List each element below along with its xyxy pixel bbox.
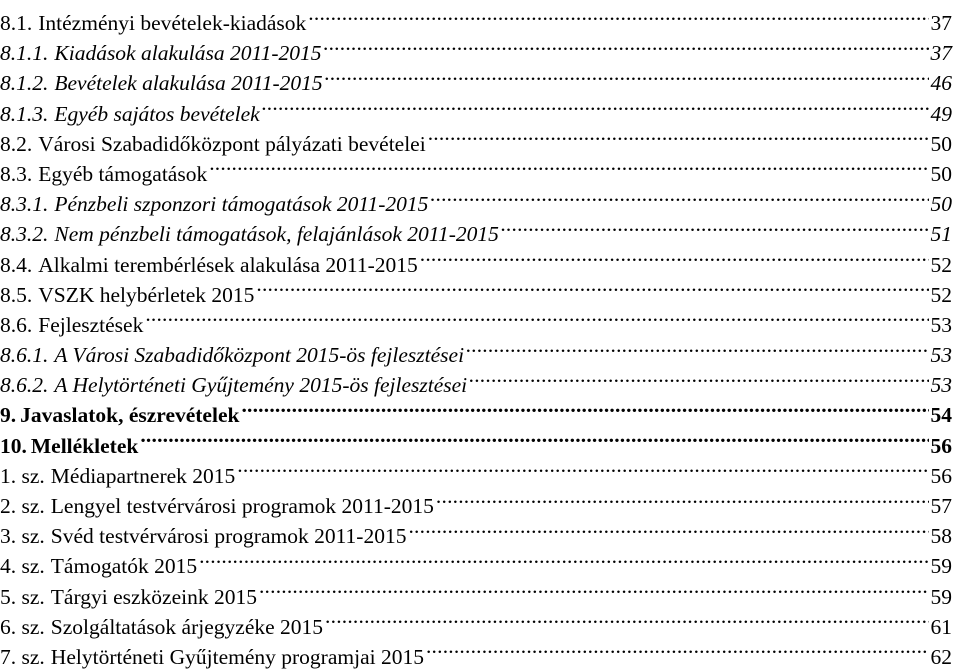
dot-leader — [241, 392, 928, 422]
toc-entry-title: Médiapartnerek 2015 — [50, 463, 236, 488]
dot-leader — [324, 30, 929, 60]
toc-entry-page: 59 — [930, 554, 952, 579]
toc-entry-title: Kiadások alakulása 2011-2015 — [54, 41, 322, 66]
toc-entry-number: 4. sz. — [0, 554, 45, 579]
toc-entry-number: 8.3.1. — [0, 192, 49, 217]
toc-entry-title: Bevételek alakulása 2011-2015 — [54, 71, 323, 96]
toc-entry-page: 49 — [930, 101, 952, 126]
toc-entry[interactable] — [0, 0, 952, 35]
dot-leader — [325, 60, 929, 90]
dot-leader — [256, 272, 928, 302]
toc-entry-page: 50 — [930, 161, 952, 186]
toc-entry-number: 3. sz. — [0, 524, 45, 549]
dot-leader — [466, 332, 928, 362]
toc-entry-page: 58 — [930, 524, 952, 549]
toc-entry-number: 5. sz. — [0, 584, 45, 609]
toc-entry-page: 46 — [930, 71, 952, 96]
dot-leader — [199, 543, 928, 573]
toc-entry-title: Lengyel testvérvárosi programok 2011-2015 — [50, 494, 434, 518]
toc-entry[interactable] — [0, 453, 952, 488]
dot-leader — [262, 91, 929, 121]
toc-entry-number: 8.1. — [0, 11, 33, 35]
toc-entry-title: Javaslatok, észrevételek — [20, 403, 240, 428]
toc-entry-title: Támogatók 2015 — [50, 554, 198, 579]
toc-entry-page: 50 — [930, 131, 952, 156]
toc-entry-number: 8.3.2. — [0, 222, 49, 247]
toc-entry-page: 59 — [930, 584, 952, 609]
toc-entry-title: A Városi Szabadidőközpont 2015-ös fejlesztései — [54, 343, 465, 368]
toc-entry-title: Városi Szabadidőközpont pályázati bevételei — [38, 131, 426, 156]
toc-entry-page: 56 — [930, 433, 952, 458]
toc-entry-number: 2. sz. — [0, 494, 45, 518]
toc-entry-number: 10. — [0, 433, 27, 458]
toc-entry-page: 37 — [930, 11, 952, 35]
toc-entry-title: Tárgyi eszközeink 2015 — [50, 584, 257, 609]
dot-leader — [501, 211, 929, 241]
toc-entry-title: VSZK helybérletek 2015 — [38, 282, 255, 307]
toc-entry-number: 8.3. — [0, 161, 33, 186]
toc-entry-title: Pénzbeli szponzori támogatások 2011-2015 — [54, 192, 429, 217]
dot-leader — [209, 151, 928, 181]
toc-entry-number: 8.1.1. — [0, 41, 49, 66]
dot-leader — [237, 453, 928, 483]
dot-leader — [426, 634, 929, 664]
toc-entry-title: Szolgáltatások árjegyzéke 2015 — [50, 614, 324, 639]
toc-entry-number: 8.5. — [0, 282, 33, 307]
toc-entry-page: 51 — [930, 222, 952, 247]
toc-entry-page: 56 — [930, 463, 952, 488]
toc-entry-number: 8.4. — [0, 252, 33, 277]
toc-entry-title: Mellékletek — [30, 433, 139, 458]
toc-entry-page: 52 — [930, 282, 952, 307]
toc-entry-number: 8.6. — [0, 312, 33, 337]
toc-entry-title: Nem pénzbeli támogatások, felajánlások 2011-2015 — [54, 222, 499, 247]
dot-leader — [408, 513, 928, 543]
toc-entry-page: 53 — [930, 343, 952, 368]
dot-leader — [469, 362, 928, 392]
toc-entry-page: 53 — [930, 373, 952, 398]
toc-entry-number: 8.6.2. — [0, 373, 49, 398]
toc-entry-title: Egyéb támogatások — [38, 161, 208, 186]
dot-leader — [325, 604, 928, 634]
toc-entry-number: 6. sz. — [0, 614, 45, 639]
dot-leader — [430, 181, 928, 211]
dot-leader — [420, 242, 929, 272]
toc-entry-number: 1. sz. — [0, 463, 45, 488]
toc-entry-title: Egyéb sajátos bevételek — [54, 101, 260, 126]
toc-entry-number: 7. sz. — [0, 644, 45, 669]
dot-leader — [145, 302, 928, 332]
toc-entry-page: 52 — [930, 252, 952, 277]
toc-entry-title: Fejlesztések — [38, 312, 144, 337]
toc-entry-title: Alkalmi terembérlések alakulása 2011-2015 — [38, 252, 418, 277]
toc-entry-page: 62 — [930, 644, 952, 669]
toc-entry-page: 50 — [930, 192, 952, 217]
toc-entry-number: 8.6.1. — [0, 343, 49, 368]
toc-entry-number: 8.1.2. — [0, 71, 49, 96]
toc-entry-page: 57 — [930, 494, 952, 518]
toc-entry-page: 61 — [930, 614, 952, 639]
toc-entry-title: Svéd testvérvárosi programok 2011-2015 — [50, 524, 407, 549]
dot-leader — [140, 423, 928, 453]
toc-entry[interactable] — [0, 423, 952, 458]
dot-leader — [259, 574, 929, 604]
dot-leader — [436, 483, 929, 513]
toc-entry-title: A Helytörténeti Gyűjtemény 2015-ös fejlesztései — [54, 373, 468, 398]
toc-entry-title: Intézményi bevételek-kiadások — [38, 11, 307, 35]
toc-entry-page: 54 — [930, 403, 952, 428]
dot-leader — [308, 0, 928, 30]
toc-entry-number: 8.1.3. — [0, 101, 49, 126]
toc-entry-number: 8.2. — [0, 131, 33, 156]
toc-entry-title: Helytörténeti Gyűjtemény programjai 2015 — [50, 644, 424, 669]
toc-entry-page: 53 — [930, 312, 952, 337]
toc-entry-number: 9. — [0, 403, 17, 428]
dot-leader — [428, 121, 929, 151]
toc-entry-page: 37 — [930, 41, 952, 66]
